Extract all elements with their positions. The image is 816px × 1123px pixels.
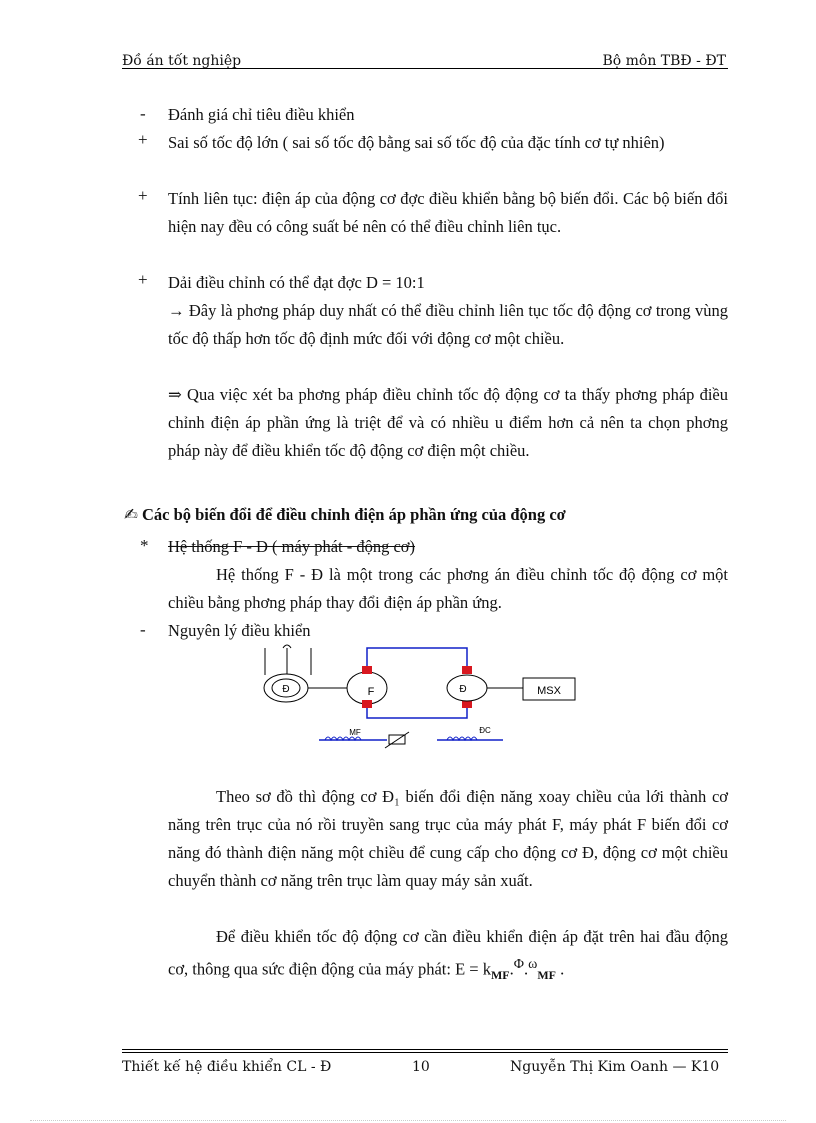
machine-label: MSX <box>537 685 561 697</box>
generator-label: F <box>367 686 375 698</box>
paragraph-de-text: Để điều khiển tốc độ động cơ cần điều khiển điện áp đặt trên hai đầu động cơ, thông qua sức điện động của máy phát: E = k <box>168 927 728 979</box>
list-item: Đánh giá chỉ tiêu điều khiển <box>168 105 355 124</box>
arrow-note-text: Đây là phơng pháp duy nhất có thể điều chỉnh liên tục tốc độ động cơ trong vùng tốc độ thấp hơn tốc độ định mức đối với động cơ một chiều. <box>168 301 728 348</box>
omega-subscript: MF <box>537 967 556 982</box>
right-arrow-icon: → <box>168 301 185 320</box>
formula-end: . <box>556 959 565 979</box>
conclusion <box>168 381 728 465</box>
formula-dot: . <box>509 959 514 979</box>
mf-label: MF <box>349 728 361 737</box>
header-right: Bộ môn TBĐ - ĐT <box>602 53 726 69</box>
brush <box>362 666 372 674</box>
footer-rule <box>122 1049 728 1050</box>
subsection-paragraph: Hệ thống F - Đ là một trong các phơng án điều chỉnh tốc độ động cơ một chiều bằng phơng pháp thay đổi điện áp phần ứng. <box>168 565 728 612</box>
upper-circuit <box>367 648 467 672</box>
supply-mark <box>283 645 291 648</box>
brush <box>362 700 372 708</box>
conclusion-text: Qua việc xét ba phơng pháp điều chỉnh tốc độ động cơ ta thấy phơng pháp điều chỉnh điện áp phần ứng là triệt để và có nhiều u điểm hơn cả nên ta chọn phơng pháp này để điều khiển tốc độ động cơ điện một chiều. <box>168 385 729 460</box>
paragraph-theo: Theo sơ đồ thì động cơ Đ₁ biến đổi điện năng xoay chiều của lới thành cơ năng trên trục của nó rồi truyền sang trục của máy phát F, máy phát F biến đổi cơ năng đó thành điện năng một chiều để cung cấp cho động cơ Đ, động cơ một chiều chuyển thành cơ năng trên trục làm quay máy sản xuất. <box>168 787 728 890</box>
list-item: Dải điều chỉnh có thể đạt đợc D = 10:1 <box>168 273 425 292</box>
footer-rule <box>122 1052 728 1053</box>
lower-circuit <box>367 704 467 718</box>
dc-label: ĐC <box>479 726 491 735</box>
footer-right: Nguyễn Thị Kim Oanh — K10 <box>510 1059 720 1075</box>
principle-title: Nguyên lý điều khiển <box>168 621 311 640</box>
list-item: Sai số tốc độ lớn ( sai số tốc độ bằng sai số tốc độ của đặc tính cơ tự nhiên) <box>168 133 665 152</box>
footer-left: Thiết kế hệ điều khiển CL - Đ <box>122 1059 332 1075</box>
page-edge <box>30 1120 786 1121</box>
item-marker: + <box>138 130 148 149</box>
pencil-icon: ✍ <box>124 505 138 524</box>
formula-dot: . <box>524 959 529 979</box>
page-number: 10 <box>412 1059 430 1075</box>
paragraph-de <box>168 923 728 989</box>
fd-system-diagram <box>255 640 595 750</box>
item-marker: + <box>138 270 148 289</box>
omega-symbol: ω <box>528 957 538 972</box>
section-heading <box>124 505 566 525</box>
section-heading-text: Các bộ biến đổi để điều chỉnh điện áp phần ứng của động cơ <box>141 505 566 524</box>
header-left: Đồ án tốt nghiệp <box>122 53 242 69</box>
subsection-title: Hệ thống F - Đ ( máy phát - động cơ) <box>168 537 416 556</box>
list-item: Tính liên tục: điện áp của động cơ đợc điều khiển bằng bộ biến đổi. Các bộ biến đổi hiện nay đều có công suất bé nên có thể điều chỉnh liên tục. <box>168 189 728 236</box>
phi-symbol: Φ <box>513 957 524 972</box>
k-subscript: MF <box>490 967 510 982</box>
principle-marker: - <box>140 620 146 639</box>
brush <box>462 666 472 674</box>
arrow-note <box>168 297 728 353</box>
motor1-label: Đ <box>282 684 290 695</box>
field-winding-mf <box>325 737 361 740</box>
implies-arrow-icon: ⇒ <box>168 385 182 404</box>
subsection-marker: * <box>140 536 149 555</box>
motor2-circle <box>447 675 487 701</box>
motor2-label: Đ <box>459 684 467 695</box>
item-marker: + <box>138 186 148 205</box>
item-marker: - <box>140 104 146 123</box>
header-rule <box>122 68 728 69</box>
